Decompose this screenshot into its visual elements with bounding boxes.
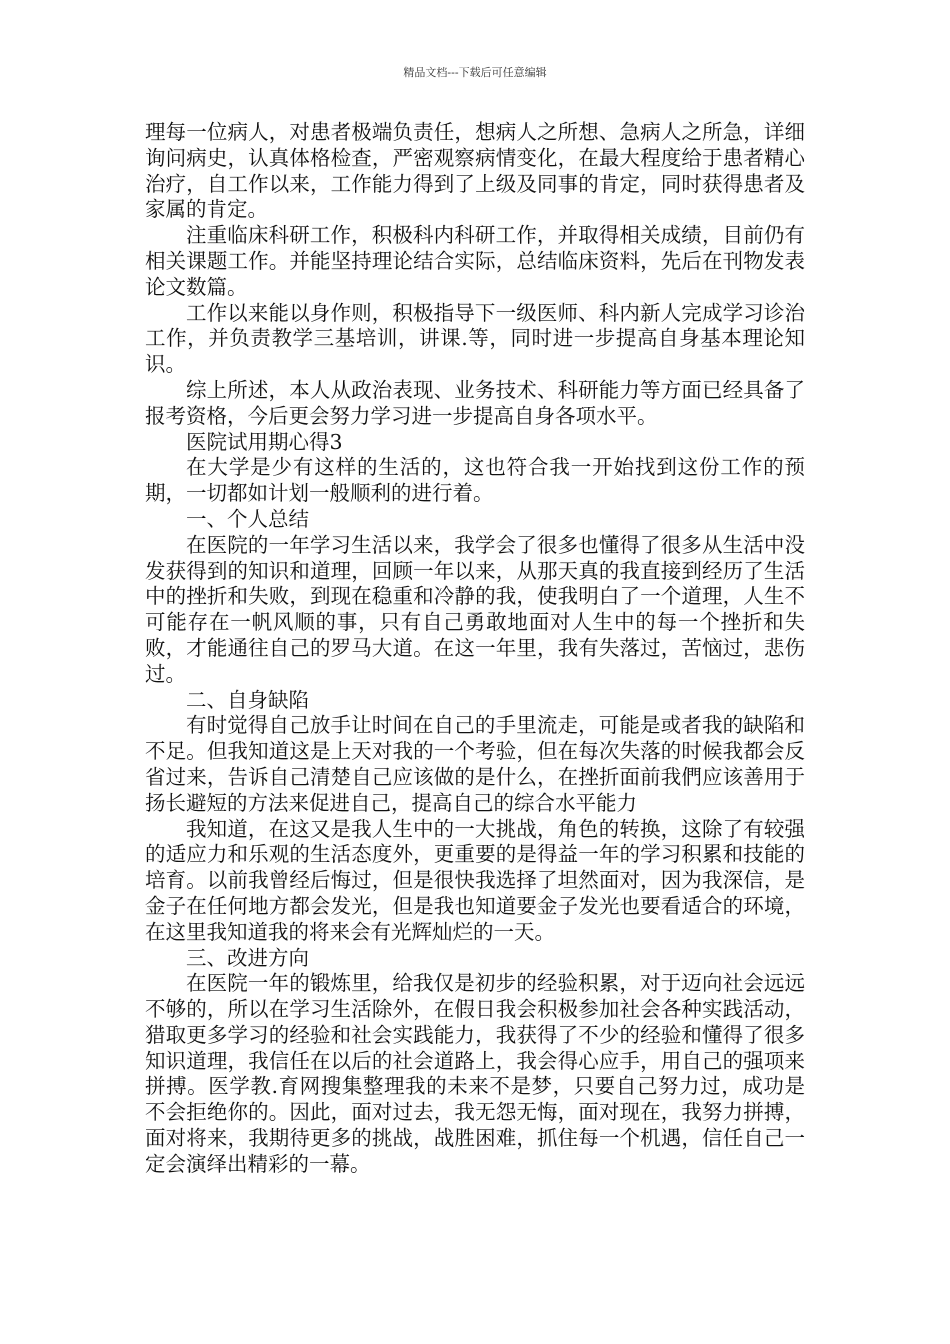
page-header: 精品文档---下载后可任意编辑 <box>403 66 547 79</box>
paragraph: 理每一位病人，对患者极端负责任，想病人之所想、急病人之所急，详细询问病史，认真体格检查，严密观察病情变化，在最大程度给于患者精心治疗，自工作以来，工作能力得到了上级及同事的肯定，同时获得患者及家属的肯定。 <box>145 120 805 222</box>
paragraph: 在大学是少有这样的生活的，这也符合我一开始找到这份工作的预期，一切都如计划一般顺利的进行着。 <box>145 455 805 506</box>
paragraph: 注重临床科研工作，积极科内科研工作，并取得相关成绩，目前仍有相关课题工作。并能坚持理论结合实际，总结临床资料，先后在刊物发表论文数篇。 <box>145 223 805 299</box>
paragraph: 在医院一年的锻炼里，给我仅是初步的经验积累，对于迈向社会远远不够的，所以在学习生活除外，在假日我会积极参加社会各种实践活动，猎取更多学习的经验和社会实践能力，我获得了不少的经验和懂得了很多知识道理，我信任在以后的社会道路上，我会得心应手，用自己的强项来拼搏。医学教.育网搜集整理我的未来不是梦，只要自己努力过，成功是不会拒绝你的。因此，面对过去，我无怨无悔，面对现在，我努力拼搏，面对将来，我期待更多的挑战，战胜困难，抓住每一个机遇，信任自己一定会演绎出精彩的一幕。 <box>145 971 805 1176</box>
section-heading: 医院试用期心得3 <box>186 429 343 454</box>
paragraph: 有时觉得自己放手让时间在自己的手里流走，可能是或者我的缺陷和不足。但我知道这是上天对我的一个考验，但在每次失落的时候我都会反省过来，告诉自己清楚自己应该做的是什么，在挫折面前我們应该善用于扬长避短的方法来促进自己，提高自己的综合水平能力 <box>145 713 805 815</box>
document-body <box>145 120 805 1178</box>
section-heading: 一、个人总结 <box>186 506 309 531</box>
paragraph: 我知道，在这又是我人生中的一大挑战，角色的转换，这除了有较强的适应力和乐观的生活态度外，更重要的是得益一年的学习积累和技能的培育。以前我曾经后悔过，但是很快我选择了坦然面对，因为我深信，是金子在任何地方都会发光，但是我也知道要金子发光也要看适合的环境，在这里我知道我的将来会有光辉灿烂的一天。 <box>145 816 805 944</box>
paragraph: 工作以来能以身作则，积极指导下一级医师、科内新人完成学习诊治工作，并负责教学三基培训，讲课.等，同时进一步提高自身基本理论知识。 <box>145 300 805 377</box>
section-heading: 二、自身缺陷 <box>186 687 309 712</box>
paragraph: 综上所述，本人从政治表现、业务技术、科研能力等方面已经具备了报考资格，今后更会努力学习进一步提高自身各项水平。 <box>145 377 805 428</box>
paragraph: 在医院的一年学习生活以来，我学会了很多也懂得了很多从生活中没发获得到的知识和道理，回顾一年以来，从那天真的我直接到经历了生活中的挫折和失败，到现在稳重和冷静的我，使我明白了一个道理，人生不可能存在一帆风顺的事，只有自己勇敢地面对人生中的每一个挫折和失败，才能通往自己的罗马大道。在这一年里，我有失落过，苦恼过，悲伤过。 <box>145 532 805 686</box>
section-heading: 三、改进方向 <box>186 945 309 970</box>
